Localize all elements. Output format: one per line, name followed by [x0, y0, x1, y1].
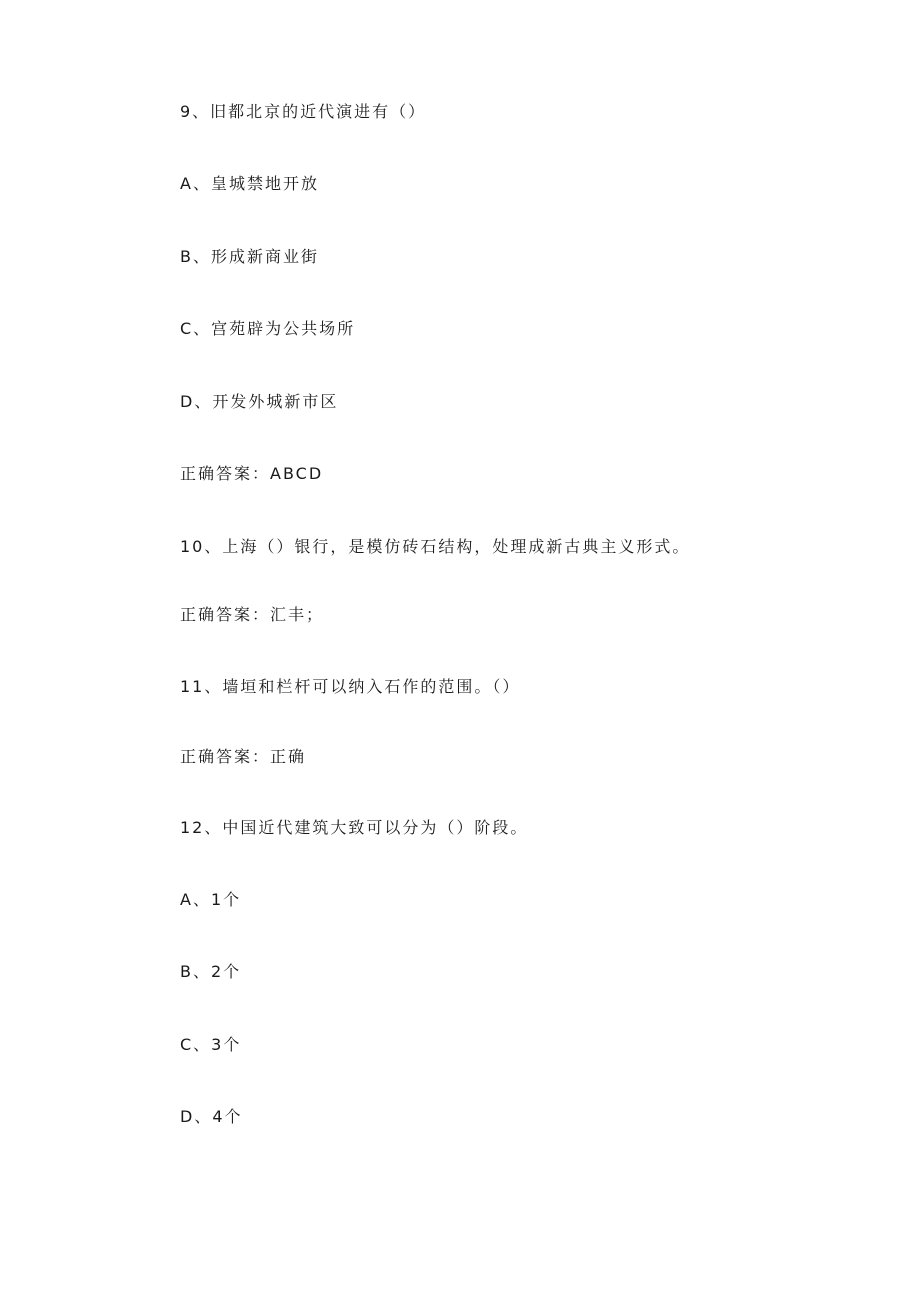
option-d: D、4个	[180, 1107, 243, 1126]
answer-9: 正确答案：ABCD	[180, 464, 324, 483]
answer-10: 正确答案：汇丰；	[180, 605, 325, 624]
option-d: D、开发外城新市区	[180, 392, 339, 411]
answer-11: 正确答案：正确	[180, 747, 307, 766]
option-c: C、3个	[180, 1035, 242, 1054]
question-9: 9、旧都北京的近代演进有（）	[180, 102, 427, 121]
question-10: 10、上海（）银行，是模仿砖石结构，处理成新古典主义形式。	[180, 537, 691, 556]
option-a: A、皇城禁地开放	[180, 174, 319, 193]
option-b: B、2个	[180, 962, 242, 981]
option-b: B、形成新商业街	[180, 247, 319, 266]
option-c: C、宫苑辟为公共场所	[180, 319, 356, 338]
option-a: A、1个	[180, 890, 242, 909]
question-11: 11、墙垣和栏杆可以纳入石作的范围。（）	[180, 677, 521, 696]
question-12: 12、中国近代建筑大致可以分为（）阶段。	[180, 818, 529, 837]
